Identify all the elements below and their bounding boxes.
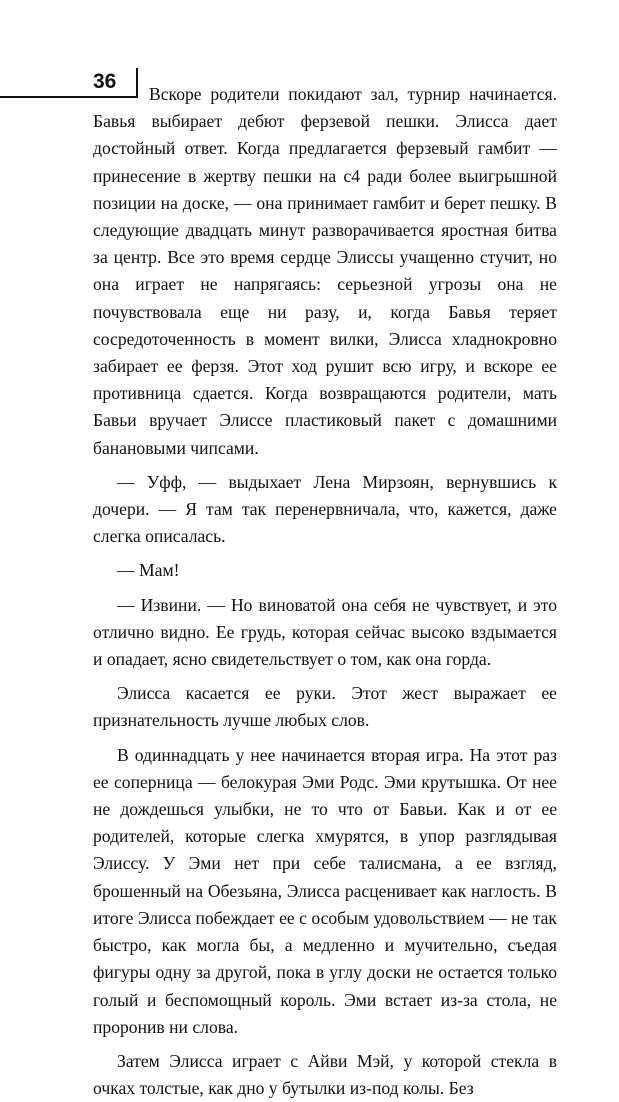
paragraph: Элисса касается ее руки. Этот жест выражает ее признательность лучше любых слов. [93, 683, 557, 731]
page-number: 36 [93, 70, 117, 93]
body-text [93, 81, 557, 1102]
paragraph: Вскоре родители покидают зал, турнир начинается. Бавья выбирает дебют ферзевой пешки. Элисса дает достойный ответ. Когда предлагается ферзевый гамбит — принесение в жертву пешки на c4 ради более выигрышной позиции на доске, — она принимает гамбит и берет пешку. В следующие двадцать минут разворачивается яростная битва за центр. Все это время сердце Элиссы учащенно стучит, но она играет не напрягаясь: серьезной угрозы она не почувствовала еще ни разу, и, когда Бавья теряет сосредоточенность в момент вилки, Элисса хладнокровно забирает ее ферзя. Этот ход рушит всю игру, и вскоре ее противница сдается. Когда возвращаются родители, мать Бавьи вручает Элиссе пластиковый пакет с домашними банановыми чипсами. [93, 84, 557, 458]
paragraph: — Мам! [117, 560, 180, 581]
paragraph: — Извини. — Но виноватой она себя не чувствует, и это отлично видно. Ее грудь, которая сейчас высоко вздымается и опадает, ясно свидетельствует о том, как она горда. [93, 594, 557, 670]
paragraph: В одиннадцать у нее начинается вторая игра. На этот раз ее соперница — белокурая Эми Родс. Эми крутышка. От нее не дождешься улыбки, не то что от Бавьи. Как и от ее родителей, которые слегка хмурятся, в упор разглядывая Элиссу. У Эми нет при себе талисмана, а ее взгляд, брошенный на Обезьяна, Элисса расценивает как наглость. В итоге Элисса побеждает ее с особым удовольствием — не так быстро, как могла бы, а медленно и мучительно, съедая фигуры одну за другой, пока в углу доски не остается только голый и беспомощный король. Эми встает из-за стола, не проронив ни слова. [93, 744, 557, 1037]
paragraph: Затем Элисса играет с Айви Мэй, у которой стекла в очках толстые, как дно у бутылки из-под колы. Без [93, 1050, 557, 1099]
paragraph: — Уфф, — выдыхает Лена Мирзоян, вернувшись к дочери. — Я там так перенервничала, что, кажется, даже слегка описалась. [93, 471, 557, 547]
